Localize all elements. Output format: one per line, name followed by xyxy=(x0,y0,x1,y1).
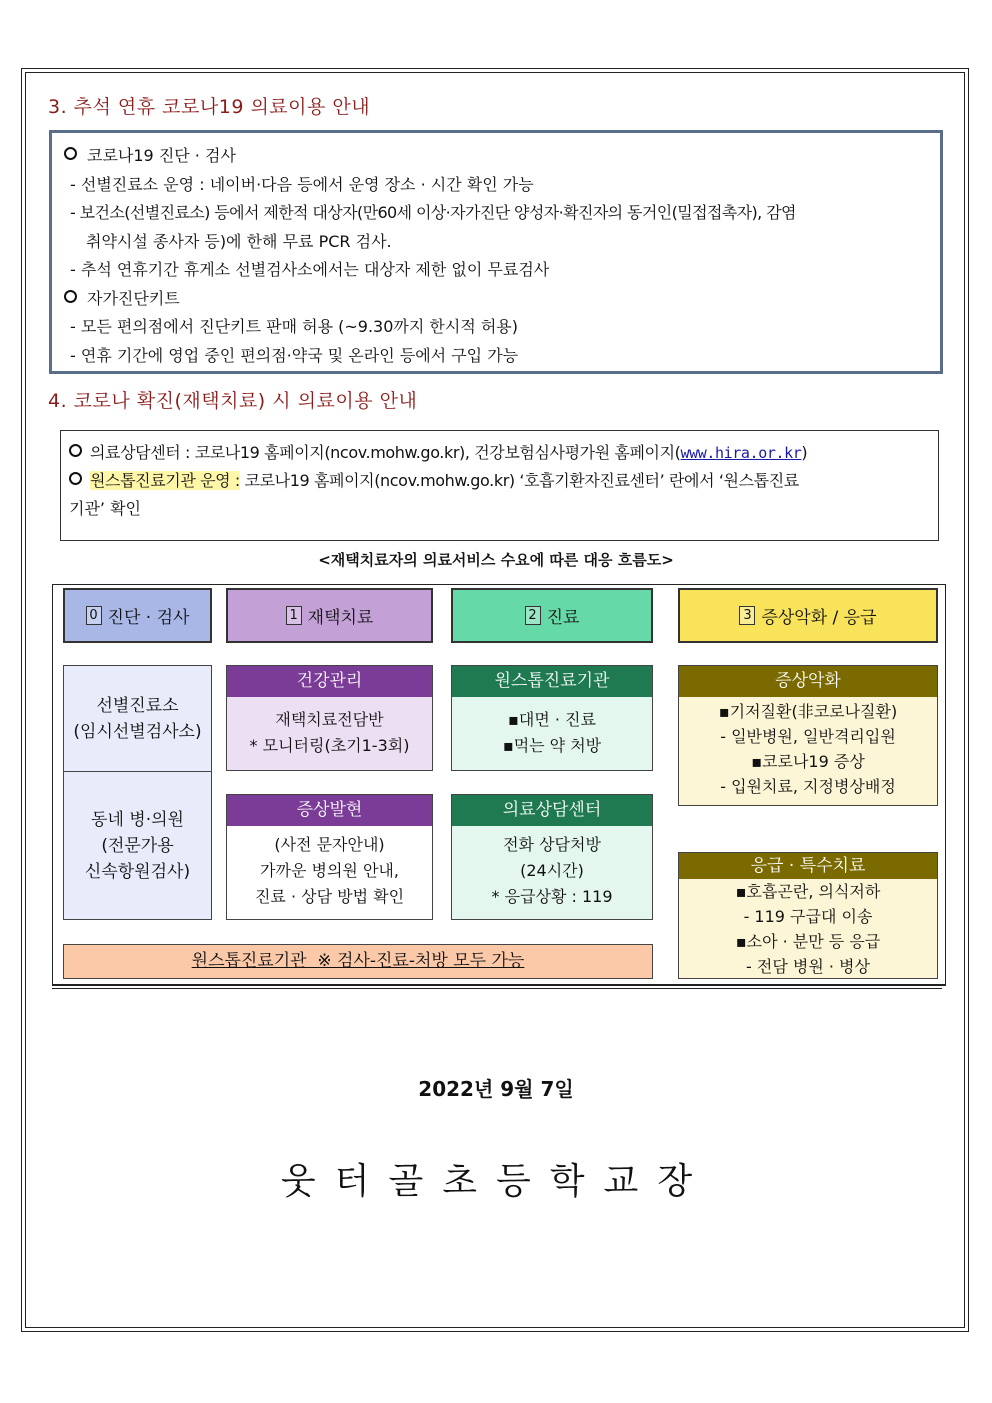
hira-link[interactable]: www.hira.or.kr xyxy=(680,444,802,462)
section3-box xyxy=(49,130,943,374)
emergency-card-body: ▪호흡곤란, 의식저하 - 119 구급대 이송 ▪소아 · 분만 등 응급 - 전담 병원 · 병상 xyxy=(735,882,881,976)
worsen-card-body: ▪기저질환(非코로나질환) - 일반병원, 일반격리입원 ▪코로나19 증상 - 입원치료, 지정병상배정 xyxy=(718,702,898,796)
header-home-treatment: 1 재택치료 xyxy=(226,588,433,643)
s3-item-4: - 추석 연휴기간 휴게소 선별검사소에서는 대상자 제한 없이 무료검사 xyxy=(70,260,550,279)
health-card xyxy=(226,665,433,771)
s3-item-5: 자가진단키트 xyxy=(64,285,930,314)
step-number: 0 xyxy=(86,606,102,625)
circle-bullet-icon xyxy=(64,290,77,303)
col0-box xyxy=(63,665,212,920)
document-date: 2022년 9월 7일 xyxy=(418,1077,574,1101)
s3-item-6: - 모든 편의점에서 진단키트 판매 허용 (~9.30까지 한시적 허용) xyxy=(70,317,519,336)
onestop-card-body: ▪대면 · 진료 ▪먹는 약 처방 xyxy=(502,710,602,755)
section4-box xyxy=(60,430,939,541)
filled-bullet-icon xyxy=(69,444,82,457)
header-diagnosis: 0 진단 · 검사 xyxy=(63,588,212,643)
local-clinic: 동네 병·의원 (전문가용 신속항원검사) xyxy=(84,810,191,882)
emergency-card xyxy=(678,852,938,979)
consult-card xyxy=(451,794,653,920)
emergency-card-title: 응급 · 특수치료 xyxy=(679,853,937,879)
health-card-title: 건강관리 xyxy=(227,666,432,697)
s3-item-0: 코로나19 진단 · 검사 xyxy=(64,142,930,171)
onestop-card xyxy=(451,665,653,771)
symptom-card xyxy=(226,794,433,920)
step-number: 3 xyxy=(739,606,755,625)
worsen-card-title: 증상악화 xyxy=(679,666,937,697)
step-number: 1 xyxy=(286,606,302,625)
s4-line-1: 의료상담센터 : 코로나19 홈페이지(ncov.mohw.go.kr), 건강보험심사평가원 홈페이지(www.hira.or.kr) xyxy=(69,439,930,467)
header-emergency: 3 증상악화 / 응급 xyxy=(678,588,938,643)
s4-line-3: 기관’ 확인 xyxy=(69,499,141,518)
s3-item-2: - 보건소(선별진료소) 등에서 제한적 대상자(만60세 이상·자가진단 양성자·확진자의 동거인(밀접접촉자), 감염 xyxy=(70,203,796,222)
worsen-card xyxy=(678,665,938,806)
health-card-body: 재택치료전담반 * 모니터링(초기1-3회) xyxy=(249,710,410,755)
step-number: 2 xyxy=(525,606,541,625)
header-treatment: 2 진료 xyxy=(451,588,653,643)
diagram-underline xyxy=(52,988,942,989)
symptom-card-body: (사전 문자안내) 가까운 병의원 안내, 진료 · 상담 방법 확인 xyxy=(254,835,405,906)
s3-item-3: 취약시설 종사자 등)에 한해 무료 PCR 검사. xyxy=(86,231,392,251)
consult-card-body: 전화 상담처방 (24시간) * 응급상황 : 119 xyxy=(491,835,613,906)
onestop-highlight: 원스톱진료기관 운영 : xyxy=(90,471,240,490)
school-principal-signature: 웃터골초등학교장 xyxy=(280,1161,712,1202)
s4-line-2: 원스톱진료기관 운영 : 코로나19 홈페이지(ncov.mohw.go.kr) ‘호흡기환자진료센터’ 란에서 ‘원스톱진료 xyxy=(69,467,930,495)
s3-item-7: - 연휴 기간에 영업 중인 편의점·약국 및 온라인 등에서 구입 가능 xyxy=(70,345,519,365)
s3-item-1: - 선별진료소 운영 : 네이버·다음 등에서 운영 장소 · 시간 확인 가능 xyxy=(70,174,534,194)
screening-clinic: 선별진료소 (임시선별검사소) xyxy=(64,666,211,772)
section4-title: 4. 코로나 확진(재택치료) 시 의료이용 안내 xyxy=(48,390,418,412)
circle-bullet-icon xyxy=(64,147,77,160)
filled-bullet-icon xyxy=(69,472,82,485)
section3-title: 3. 추석 연휴 코로나19 의료이용 안내 xyxy=(48,96,371,118)
symptom-card-title: 증상발현 xyxy=(227,795,432,826)
flow-caption: <재택치료자의 의료서비스 수요에 따른 대응 흐름도> xyxy=(318,551,674,569)
onestop-bottom-bar: 원스톱진료기관 ※ 검사-진료-처방 모두 가능 xyxy=(63,944,653,979)
consult-card-title: 의료상담센터 xyxy=(452,795,652,826)
onestop-card-title: 원스톱진료기관 xyxy=(452,666,652,697)
